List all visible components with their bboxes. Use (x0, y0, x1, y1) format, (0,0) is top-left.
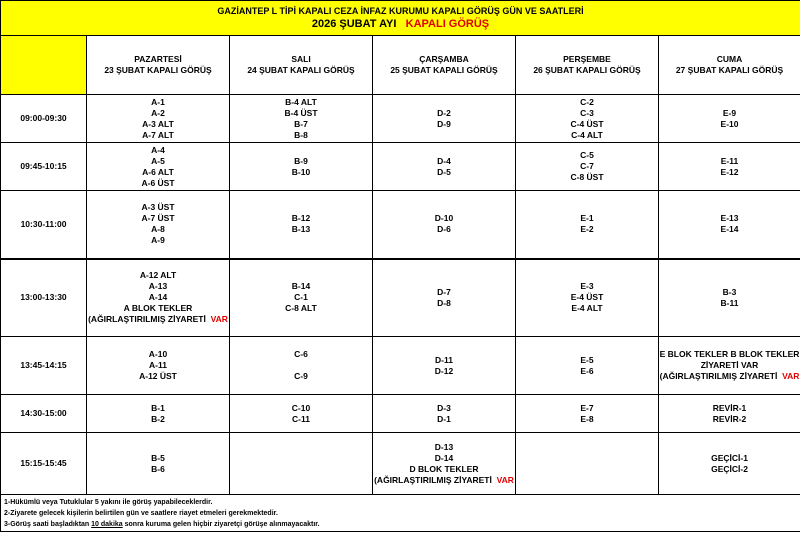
schedule-cell: GEÇİCİ-1 GEÇİCİ-2 (659, 433, 800, 495)
schedule-cell: C-2 C-3 C-4 ÜST C-4 ALT (516, 95, 659, 143)
day-header-thursday (516, 36, 659, 95)
time-slot: 13:45-14:15 (1, 337, 87, 395)
time-slot: 15:15-15:45 (1, 433, 87, 495)
schedule-cell: B-9 B-10 (230, 143, 373, 191)
schedule-cell: REVİR-1 REVİR-2 (659, 395, 800, 433)
schedule-cell (230, 433, 373, 495)
table-row (1, 191, 800, 259)
aggravated-var: VAR (210, 314, 228, 325)
schedule-cell: A-12 ALT A-13 A-14 A BLOK TEKLER (AĞIRLAŞTIRILMIŞ ZİYARETİ VAR (87, 259, 230, 337)
title-line-2 (1, 17, 800, 31)
day-date: 27 ŞUBAT KAPALI GÖRÜŞ (675, 65, 784, 75)
notes-row (1, 495, 800, 532)
day-date: 25 ŞUBAT KAPALI GÖRÜŞ (390, 65, 498, 75)
schedule-cell: B-1 B-2 (87, 395, 230, 433)
aggravated-note: (AĞIRLAŞTIRILMIŞ ZİYARETİ (88, 314, 206, 325)
time-slot: 10:30-11:00 (1, 191, 87, 259)
title-banner (1, 1, 800, 36)
note-3: 3-Görüş saati başladıktan 10 dakika sonra kuruma gelen hiçbir ziyaretçi görüşe alınmayacaktır. (4, 520, 320, 528)
schedule-cell: B-5 B-6 (87, 433, 230, 495)
schedule-cell: E-7 E-8 (516, 395, 659, 433)
aggravated-note: (AĞIRLAŞTIRILMIŞ ZİYARETİ (374, 474, 492, 485)
schedule-cell: A-10 A-11 A-12 ÜST (87, 337, 230, 395)
schedule-cell: E-13 E-14 (659, 191, 800, 259)
table-row (1, 143, 800, 191)
day-date: 24 ŞUBAT KAPALI GÖRÜŞ (247, 65, 355, 75)
schedule-cell: C-6 C-9 (230, 337, 373, 395)
table-row (1, 337, 800, 395)
day-name: SALI (291, 54, 311, 64)
table-row (1, 259, 800, 337)
schedule-cell: A-4 A-5 A-6 ALT A-6 ÜST (87, 143, 230, 191)
schedule-cell (516, 433, 659, 495)
day-name: CUMA (716, 54, 743, 64)
schedule-cell: B-12 B-13 (230, 191, 373, 259)
schedule-cell: E-9 E-10 (659, 95, 800, 143)
day-header-monday (87, 36, 230, 95)
schedule-cell: E-3 E-4 ÜST E-4 ALT (516, 259, 659, 337)
schedule-cell: E BLOK TEKLER B BLOK TEKLER ZİYARETİ VAR (AĞIRLAŞTIRILMIŞ ZİYARETİ VAR (659, 337, 800, 395)
schedule-cell: B-3 B-11 (659, 259, 800, 337)
schedule-cell: C-10 C-11 (230, 395, 373, 433)
title-month: 2026 ŞUBAT AYI (311, 17, 397, 30)
schedule-cell: A-1 A-2 A-3 ALT A-7 ALT (87, 95, 230, 143)
time-slot: 13:00-13:30 (1, 259, 87, 337)
title-visit-type: KAPALI GÖRÜŞ (405, 17, 490, 30)
schedule-cell: E-11 E-12 (659, 143, 800, 191)
day-name: ÇARŞAMBA (419, 54, 469, 64)
schedule-cell: D-4 D-5 (373, 143, 516, 191)
title-line-1: GAZİANTEP L TİPİ KAPALI CEZA İNFAZ KURUMU KAPALI GÖRÜŞ GÜN VE SAATLERİ (217, 5, 584, 16)
aggravated-note: (AĞIRLAŞTIRILMIŞ ZİYARETİ (659, 371, 778, 381)
table-row (1, 395, 800, 433)
day-header-tuesday (230, 36, 373, 95)
time-slot: 09:00-09:30 (1, 95, 87, 143)
day-date: 26 ŞUBAT KAPALI GÖRÜŞ (533, 65, 641, 75)
day-header-wednesday (373, 36, 516, 95)
day-name: PAZARTESİ (134, 54, 182, 64)
note-1: 1-Hükümlü veya Tutuklular 5 yakını ile görüş yapabileceklerdir. (4, 498, 213, 506)
note-2: 2-Ziyarete gelecek kişilerin belirtilen gün ve saatlere riayet etmeleri gerekmektedir. (4, 509, 278, 517)
schedule-cell: D-13 D-14 D BLOK TEKLER (AĞIRLAŞTIRILMIŞ ZİYARETİ VAR (373, 433, 516, 495)
schedule-cell: D-2 D-9 (373, 95, 516, 143)
schedule-cell: D-10 D-6 (373, 191, 516, 259)
schedule-cell: D-11 D-12 (373, 337, 516, 395)
schedule-cell: D-7 D-8 (373, 259, 516, 337)
aggravated-var: VAR (782, 371, 800, 381)
schedule-cell: E-1 E-2 (516, 191, 659, 259)
table-row (1, 95, 800, 143)
corner-cell (1, 36, 87, 95)
table-row (1, 433, 800, 495)
time-slot: 09:45-10:15 (1, 143, 87, 191)
schedule-cell: B-4 ALT B-4 ÜST B-7 B-8 (230, 95, 373, 143)
schedule-cell: A-3 ÜST A-7 ÜST A-8 A-9 (87, 191, 230, 259)
schedule-cell: C-5 C-7 C-8 ÜST (516, 143, 659, 191)
aggravated-var: VAR (496, 474, 514, 485)
notes-cell (1, 495, 800, 532)
day-header-row (1, 36, 800, 95)
day-header-friday (659, 36, 800, 95)
day-date: 23 ŞUBAT KAPALI GÖRÜŞ (104, 65, 212, 75)
schedule-cell: D-3 D-1 (373, 395, 516, 433)
day-name: PERŞEMBE (563, 54, 611, 64)
time-slot: 14:30-15:00 (1, 395, 87, 433)
schedule-cell: B-14 C-1 C-8 ALT (230, 259, 373, 337)
schedule-cell: E-5 E-6 (516, 337, 659, 395)
